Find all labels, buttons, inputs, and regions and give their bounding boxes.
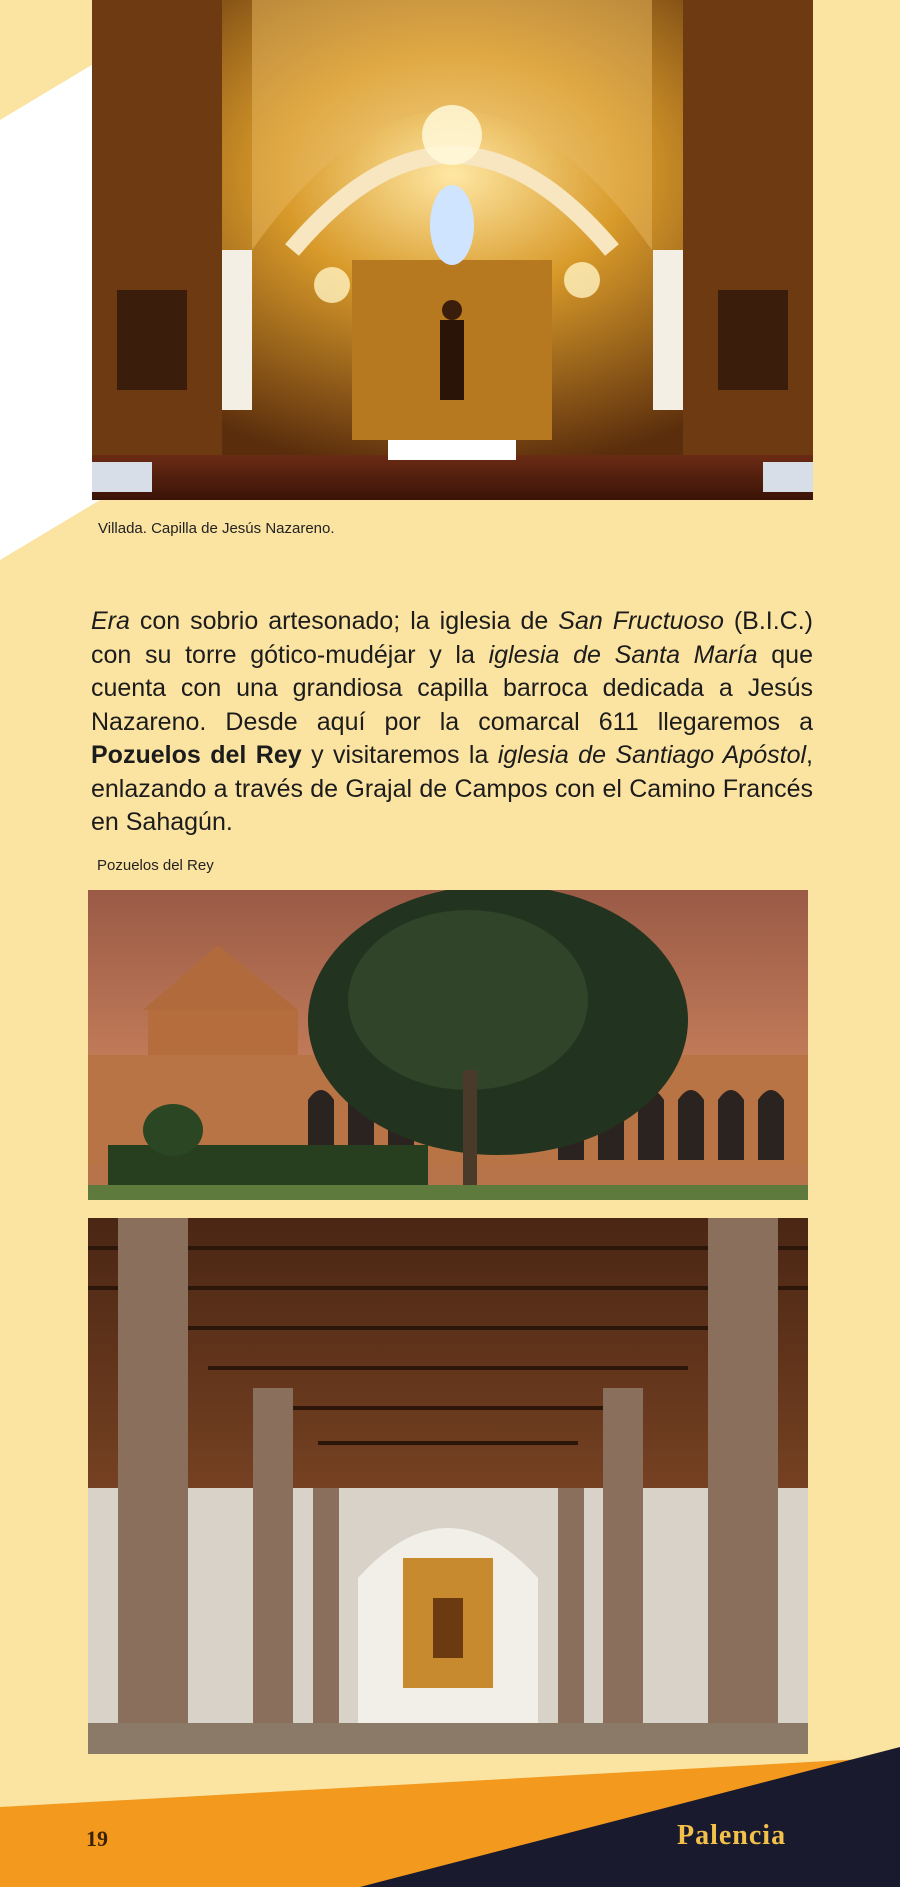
chapel-photo xyxy=(92,0,813,500)
body-text: con sobrio artesonado; la iglesia de xyxy=(129,607,559,635)
body-italic-iglesia-santa-maria: iglesia de Santa María xyxy=(488,640,758,669)
body-text: que cuenta con una grandiosa capilla barroca dedicada a Jesús Nazareno. Desde aquí por la comarcal 611 llegaremos a xyxy=(91,640,813,736)
church-interior-photo xyxy=(88,1218,808,1754)
footer-band xyxy=(0,1747,900,1887)
body-bold-pozuelos-del-rey: Pozuelos del Rey xyxy=(91,741,302,769)
pozuelos-caption: Pozuelos del Rey xyxy=(97,857,214,874)
body-text: , enlazando a través de Grajal de Campos con el Camino Francés en Sahagún. xyxy=(91,741,813,836)
body-paragraph xyxy=(91,605,813,840)
church-exterior-photo xyxy=(88,890,808,1200)
page-number: 19 xyxy=(86,1826,108,1851)
corner-decoration xyxy=(840,0,900,30)
body-text: (B.I.C.) con su torre gótico-mudéjar y la xyxy=(91,607,814,669)
region-name: Palencia xyxy=(677,1820,787,1851)
white-stripe-decoration xyxy=(0,0,100,560)
body-italic-era: Era xyxy=(91,607,130,635)
body-italic-san-fructuoso: San Fructuoso xyxy=(558,607,724,635)
chapel-caption: Villada. Capilla de Jesús Nazareno. xyxy=(98,520,335,537)
body-text: y visitaremos la xyxy=(301,741,498,769)
body-italic-iglesia-santiago: iglesia de Santiago Apóstol xyxy=(497,741,807,769)
